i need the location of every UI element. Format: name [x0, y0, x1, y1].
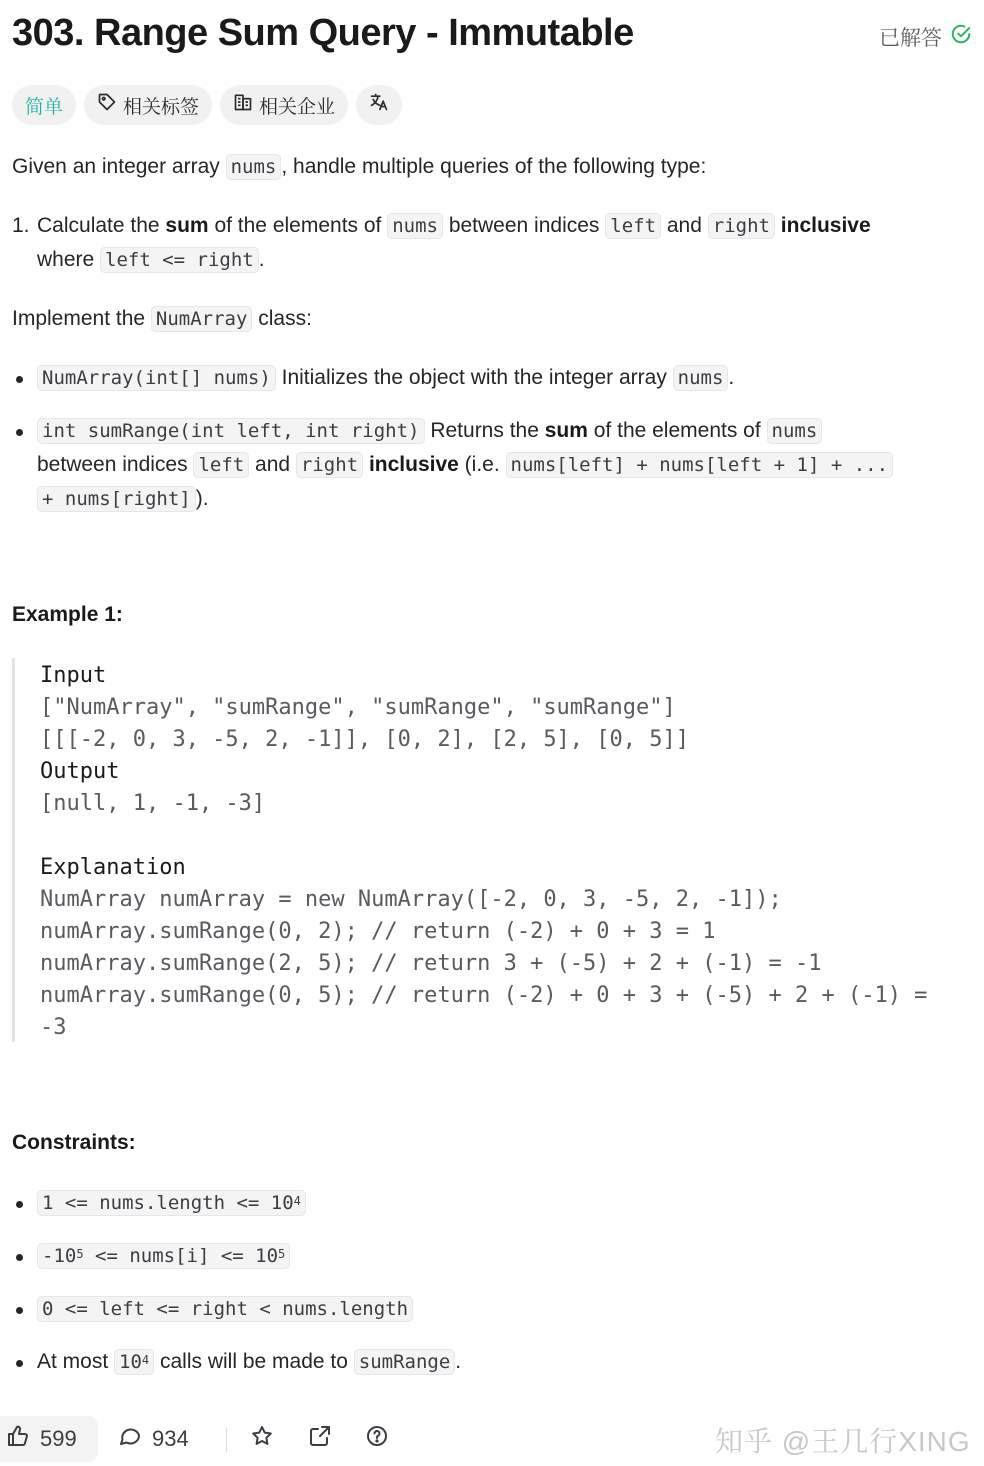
- tag-bar: [12, 85, 402, 125]
- inline-code: right: [708, 213, 775, 239]
- text: of the elements of: [208, 214, 388, 237]
- inline-code: left: [605, 213, 661, 239]
- inline-code: left: [193, 452, 249, 478]
- explanation-line-3: numArray.sumRange(2, 5); // return 3 + (-5) + 2 + (-1) = -1: [40, 951, 822, 976]
- text: and: [249, 453, 296, 476]
- inline-code: nums: [673, 365, 729, 391]
- explanation-line-2: numArray.sumRange(0, 2); // return (-2) + 0 + 3 = 1: [40, 919, 716, 944]
- text: ).: [195, 487, 209, 510]
- companies-tag-label: 相关企业: [259, 96, 336, 118]
- inline-code: [37, 1190, 306, 1216]
- text: of the elements of: [587, 419, 767, 442]
- superscript: 4: [141, 1353, 150, 1367]
- solved-status: [879, 22, 972, 52]
- text: between indices: [442, 214, 606, 237]
- text: .: [455, 1350, 462, 1373]
- star-icon: [250, 1424, 274, 1454]
- superscript: 4: [293, 1194, 301, 1208]
- code-text: <= nums[i] <= 10: [83, 1245, 279, 1267]
- implement-paragraph: [12, 302, 312, 336]
- topics-tag-button[interactable]: [84, 85, 212, 125]
- method-constructor-item: [37, 361, 947, 395]
- intro-text: Given an integer array: [12, 155, 226, 178]
- example-block: [12, 658, 962, 1042]
- tag-icon: [97, 92, 117, 118]
- topics-tag-label: 相关标签: [123, 96, 200, 118]
- example-heading: Example 1:: [12, 603, 123, 626]
- bold-text: inclusive: [774, 214, 871, 237]
- constraint-item-4: [37, 1345, 947, 1379]
- input-line-1: ["NumArray", "sumRange", "sumRange", "sumRange"]: [40, 695, 676, 720]
- companies-tag-button[interactable]: [220, 85, 348, 125]
- difficulty-badge[interactable]: 简单: [12, 85, 76, 125]
- help-button[interactable]: [365, 1416, 389, 1462]
- inline-code: NumArray: [151, 306, 253, 332]
- share-button[interactable]: [308, 1416, 332, 1462]
- text: At most: [37, 1350, 115, 1373]
- inline-code: nums: [226, 154, 282, 180]
- title-row: [12, 10, 972, 64]
- bullet-dot: [16, 1254, 23, 1261]
- text: Initializes the object with the integer array: [275, 366, 673, 389]
- constraint-item-1: [37, 1186, 947, 1220]
- constraints-heading: Constraints:: [12, 1131, 136, 1154]
- inline-code: right: [296, 452, 363, 478]
- like-count: 599: [40, 1426, 77, 1451]
- text: Returns the: [424, 419, 545, 442]
- like-button[interactable]: [0, 1416, 98, 1462]
- text: between indices: [37, 453, 194, 476]
- thumbs-up-icon: [6, 1424, 30, 1454]
- problem-title: 303. Range Sum Query - Immutable: [12, 12, 634, 54]
- explanation-line-1: NumArray numArray = new NumArray([-2, 0, 3, -5, 2, -1]);: [40, 887, 782, 912]
- text: where: [37, 248, 101, 271]
- watermark: 知乎 @王几行XING: [715, 1426, 971, 1457]
- footer-divider: [226, 1428, 227, 1452]
- inline-code: left <= right: [100, 247, 259, 273]
- constraint-item-3: [37, 1292, 947, 1326]
- text: class:: [252, 307, 312, 330]
- bold-text: sum: [544, 419, 588, 442]
- footer-bar: [0, 1416, 984, 1462]
- explanation-line-4: numArray.sumRange(0, 5); // return (-2) + 0 + 3 + (-5) + 2 + (-1) =: [40, 983, 928, 1008]
- text: and: [661, 214, 708, 237]
- translate-icon: [369, 92, 389, 118]
- text: .: [728, 366, 735, 389]
- bullet-dot: [16, 376, 23, 383]
- bold-text: inclusive: [363, 453, 459, 476]
- superscript: 5: [76, 1247, 84, 1261]
- code-text: 10: [119, 1351, 142, 1373]
- text: Implement the: [12, 307, 151, 330]
- text: Calculate the: [37, 214, 166, 237]
- text: (i.e.: [458, 453, 506, 476]
- constraint-item-2: [37, 1239, 947, 1273]
- inline-code: nums[left] + nums[left + 1] + ...: [506, 452, 894, 478]
- output-line: [null, 1, -1, -3]: [40, 791, 266, 816]
- input-label: Input: [40, 663, 107, 688]
- bullet-dot: [16, 1360, 23, 1367]
- code-text: 1 <= nums.length <= 10: [42, 1192, 294, 1214]
- bullet-dot: [16, 429, 23, 436]
- favorite-button[interactable]: [250, 1416, 274, 1462]
- building-icon: [233, 92, 253, 118]
- inline-code: nums: [387, 213, 443, 239]
- output-label: Output: [40, 759, 120, 784]
- intro-text-end: , handle multiple queries of the following type:: [281, 155, 707, 178]
- check-circle-icon: [950, 23, 972, 51]
- comment-icon: [118, 1424, 142, 1454]
- text: calls will be made to: [154, 1350, 354, 1373]
- comments-button[interactable]: [118, 1416, 189, 1462]
- method-sumrange-item: [37, 414, 947, 516]
- explanation-line-5: -3: [40, 1015, 67, 1040]
- inline-code: int sumRange(int left, int right): [37, 418, 425, 444]
- inline-code: 0 <= left <= right < nums.length: [37, 1296, 413, 1322]
- code-text: -10: [42, 1245, 77, 1267]
- comment-count: 934: [152, 1426, 189, 1451]
- inline-code: nums: [767, 418, 823, 444]
- input-line-2: [[[-2, 0, 3, -5, 2, -1]], [0, 2], [2, 5], [0, 5]]: [40, 727, 690, 752]
- question-icon: [365, 1424, 389, 1454]
- intro-paragraph: [12, 150, 706, 184]
- query-item: [37, 209, 947, 277]
- bold-text: sum: [165, 214, 209, 237]
- translate-button[interactable]: [356, 85, 402, 125]
- inline-code: [37, 1243, 290, 1269]
- inline-code: NumArray(int[] nums): [37, 365, 276, 391]
- bullet-dot: [16, 1201, 23, 1208]
- query-number: 1.: [12, 214, 30, 237]
- explanation-label: Explanation: [40, 855, 186, 880]
- solved-label: 已解答: [879, 27, 942, 50]
- inline-code: + nums[right]: [37, 486, 196, 512]
- inline-code: sumRange: [354, 1349, 456, 1375]
- inline-code: [114, 1349, 154, 1375]
- share-icon: [308, 1424, 332, 1454]
- bullet-dot: [16, 1307, 23, 1314]
- text: .: [258, 248, 265, 271]
- superscript: 5: [278, 1247, 286, 1261]
